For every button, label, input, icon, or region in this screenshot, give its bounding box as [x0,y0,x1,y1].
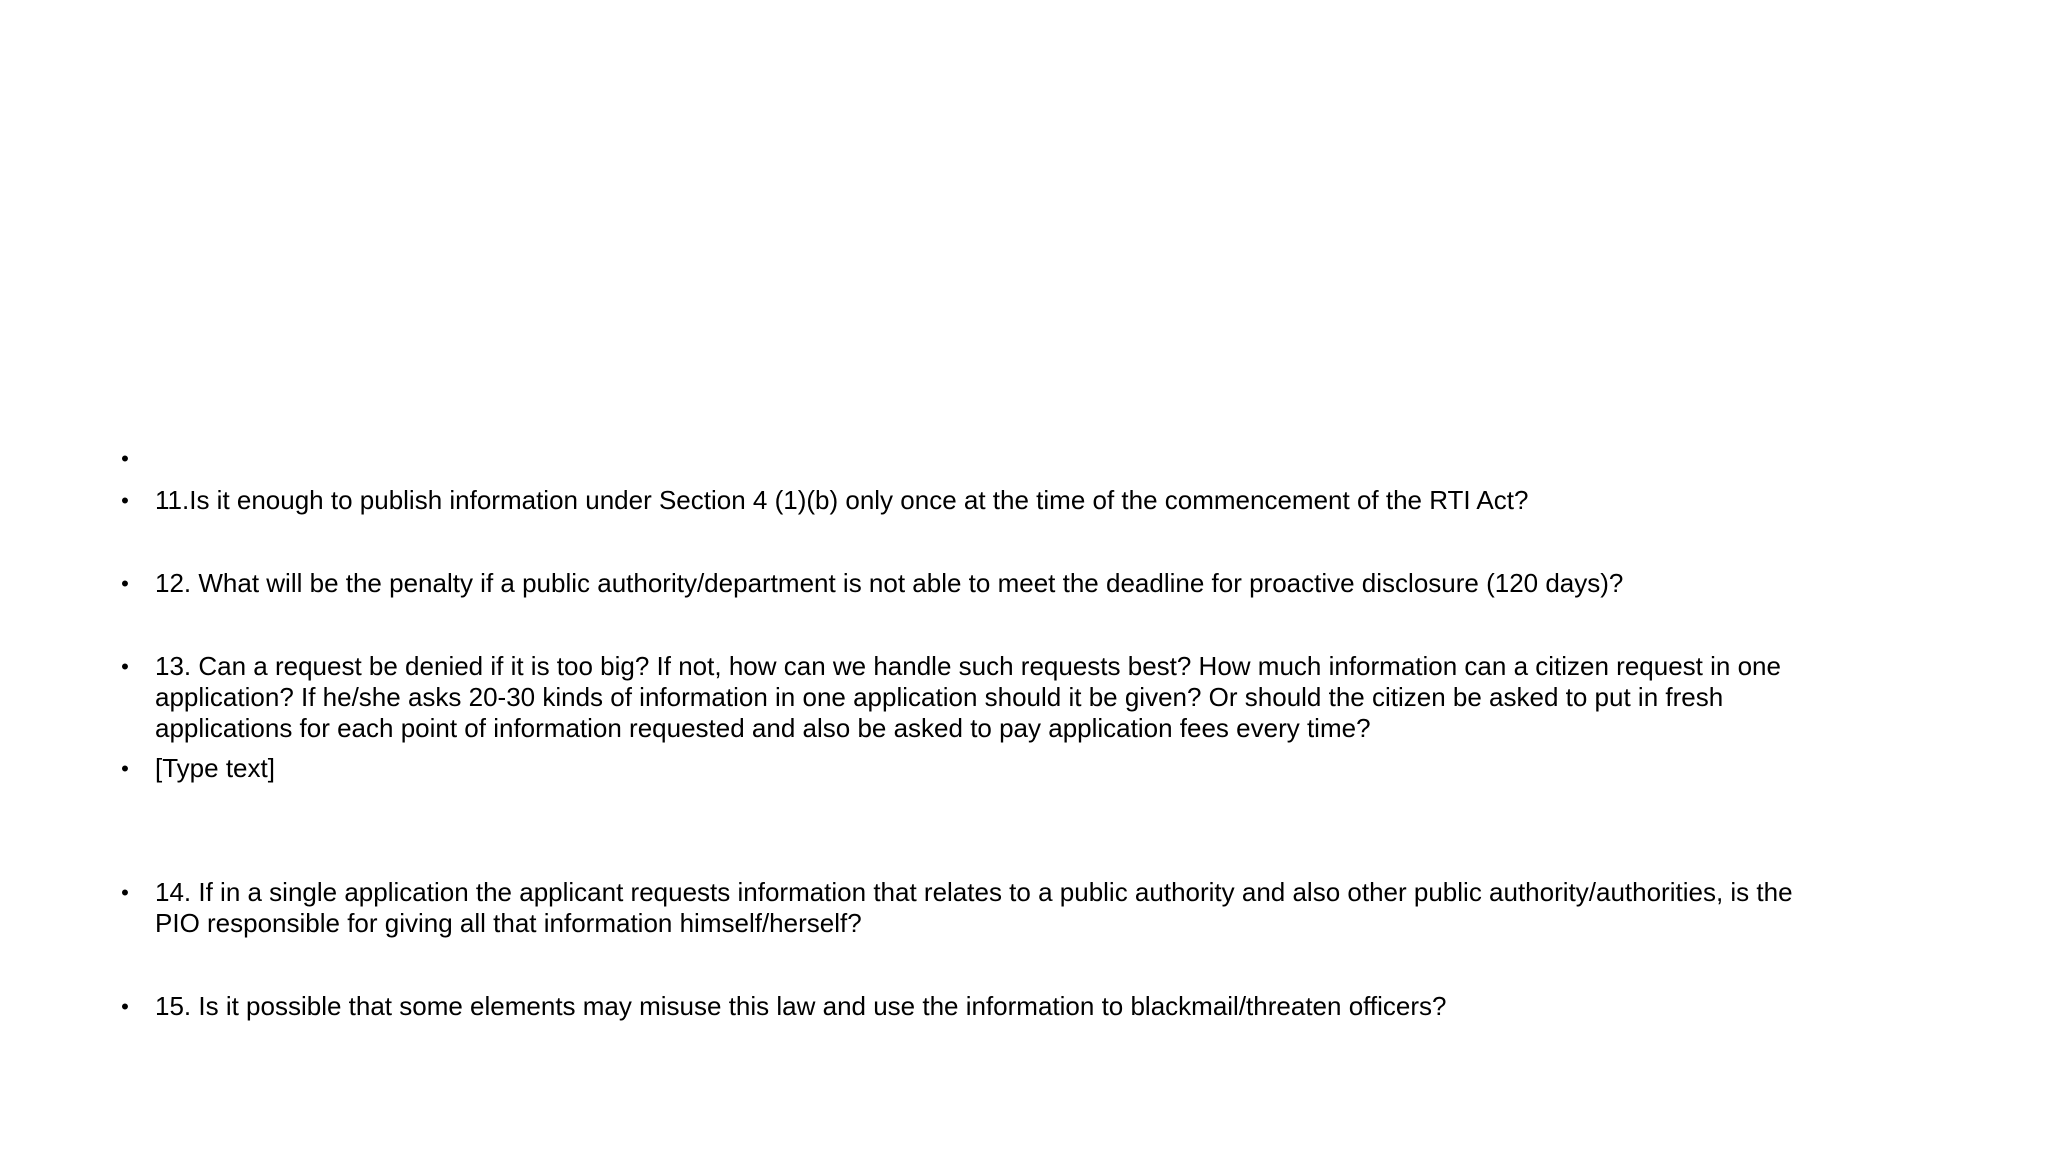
list-item [121,753,1915,784]
list-item [121,485,1915,516]
list-item [121,877,1915,939]
list-item [121,568,1915,599]
list-item-text: 12. What will be the penalty if a public authority/department is not able to meet the deadline for proactive disclosure (120 days)? [155,568,1624,598]
placeholder-text[interactable]: [Type text] [155,753,275,783]
list-item-text: 11.Is it enough to publish information under Section 4 (1)(b) only once at the time of the commencement of the RTI Act? [155,485,1529,515]
bullet-icon: • [121,880,129,905]
bullet-icon: • [121,654,129,679]
list-item-text: 14. If in a single application the applicant requests information that relates to a public authority and also other public authority/authorities, is the PIO responsible for giving all that information himself/herself? [155,877,1793,938]
bullet-icon: • [121,446,129,471]
list-item [121,991,1915,1022]
list-item-text: 13. Can a request be denied if it is too big? If not, how can we handle such requests best? How much information can a citizen request in one application? If he/she asks 20-30 kinds of information in one application should it be given? Or should the citizen be asked to put in fresh applications for each point of information requested and also be asked to pay application fees every time? [155,651,1781,743]
bullet-icon: • [121,994,129,1019]
list-item [121,651,1915,744]
list-item-text: 15. Is it possible that some elements may misuse this law and use the information to blackmail/threaten officers? [155,991,1447,1021]
bullet-icon: • [121,488,129,513]
bullet-icon: • [121,756,129,781]
bullet-icon: • [121,571,129,596]
